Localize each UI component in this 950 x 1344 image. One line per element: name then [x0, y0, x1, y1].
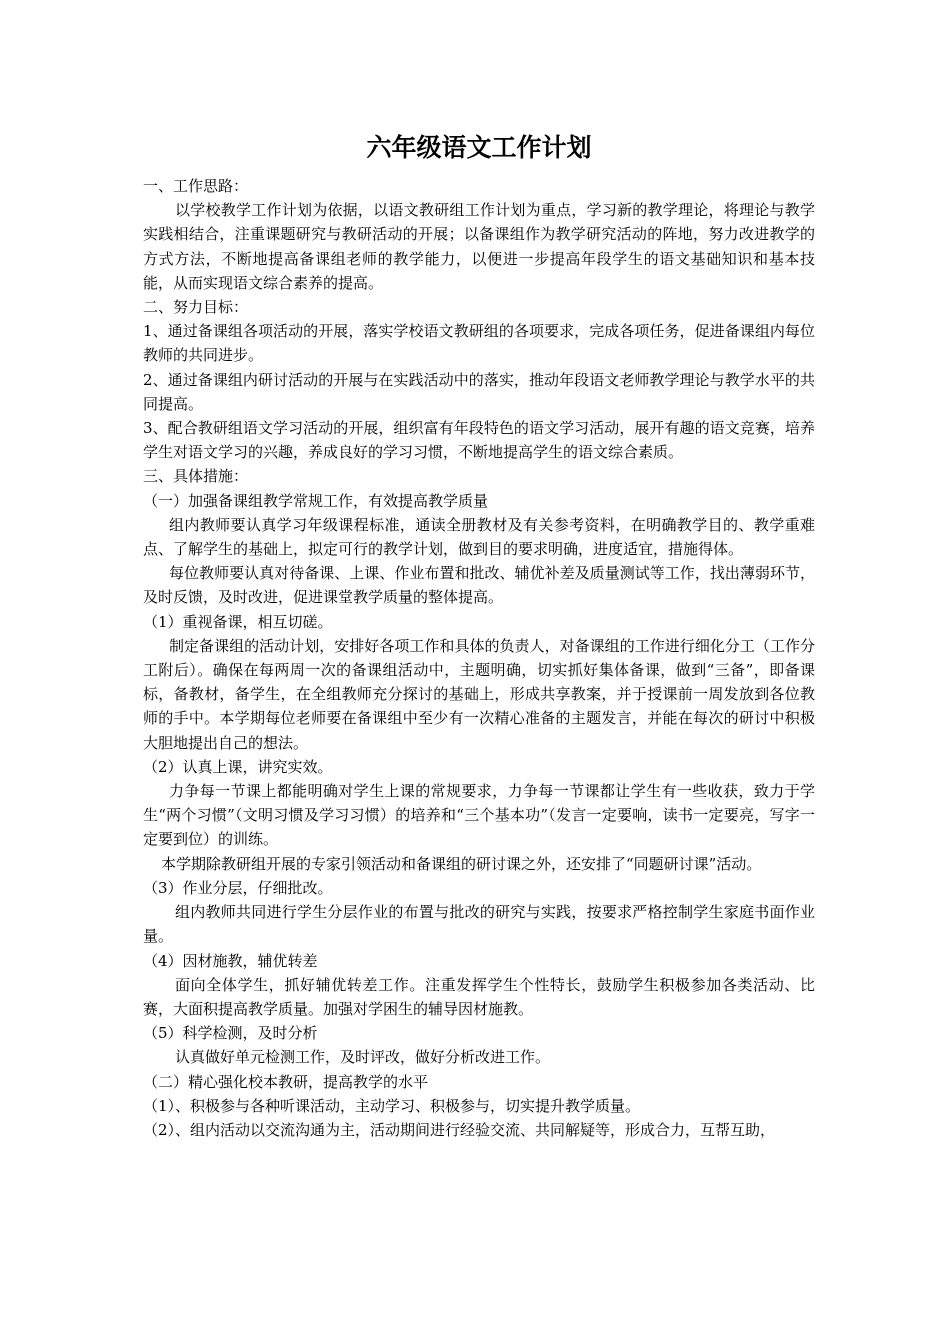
paragraph: （1）、积极参与各种听课活动，主动学习、积极参与，切实提升教学质量。: [143, 1096, 641, 1115]
paragraph: （1）重视备课，相互切磋。: [143, 612, 333, 631]
paragraph: 力争每一节课上都能明确对学生上课的常规要求，力争每一节课都让学生有一些收获，致力于学生“两个习惯”（文明习惯及学习习惯）的培养和“三个基本功”（发言一定要响，读书一定要亮，写字一定要到位）的训练。: [143, 782, 815, 849]
document-body: [143, 174, 815, 1142]
paragraph: 认真做好单元检测工作，及时评改，做好分析改进工作。: [175, 1048, 551, 1067]
paragraph: 1、通过备课组各项活动的开展，落实学校语文教研组的各项要求，完成各项任务，促进备课组内每位教师的共同进步。: [143, 322, 815, 365]
paragraph: （二）精心强化校本教研，提高教学的水平: [143, 1072, 429, 1091]
paragraph: 2、通过备课组内研讨活动的开展与在实践活动中的落实，推动年段语文老师教学理论与教学水平的共同提高。: [143, 370, 815, 413]
paragraph: 二、努力目标：: [143, 298, 249, 317]
paragraph: 以学校教学工作计划为依据，以语文教研组工作计划为重点，学习新的教学理论，将理论与教学实践相结合，注重课题研究与教研活动的开展；以备课组作为教学研究活动的阵地，努力改进教学的方式方法，不断地提高备课组老师的教学能力，以便进一步提高年段学生的语文基础知识和基本技能，从而实现语文综合素养的提高。: [143, 201, 815, 292]
paragraph: 三、具体措施：: [143, 467, 249, 486]
paragraph: 每位教师要认真对待备课、上课、作业布置和批改、辅优补差及质量测试等工作，找出薄弱环节，及时反馈，及时改进，促进课堂教学质量的整体提高。: [143, 564, 815, 607]
paragraph: （2）认真上课，讲究实效。: [143, 757, 333, 776]
paragraph: （5）科学检测，及时分析: [143, 1024, 318, 1043]
document-page: [143, 128, 815, 1142]
paragraph: （一）加强备课组教学常规工作，有效提高教学质量: [143, 491, 489, 510]
paragraph: （2）、组内活动以交流沟通为主，活动期间进行经验交流、共同解疑等，形成合力，互帮互助，: [143, 1120, 776, 1139]
paragraph: 3、配合教研组语文学习活动的开展，组织富有年段特色的语文学习活动，展开有趣的语文竞赛，培养学生对语文学习的兴趣，养成良好的学习习惯，不断地提高学生的语文综合素质。: [143, 419, 815, 462]
paragraph: 面向全体学生，抓好辅优转差工作。注重发挥学生个性特长，鼓励学生积极参加各类活动、比赛，大面积提高教学质量。加强对学困生的辅导因材施教。: [143, 975, 815, 1018]
paragraph: （4）因材施教，辅优转差: [143, 951, 318, 970]
document-title: 六年级语文工作计划: [366, 133, 592, 162]
paragraph: （3）作业分层，仔细批改。: [143, 878, 333, 897]
paragraph: 一、工作思路：: [143, 177, 249, 195]
paragraph: 组内教师共同进行学生分层作业的布置与批改的研究与实践，按要求严格控制学生家庭书面作业量。: [143, 903, 815, 946]
paragraph: 本学期除教研组开展的专家引领活动和备课组的研讨课之外，还安排了“同题研讨课”活动。: [161, 854, 762, 873]
paragraph: 组内教师要认真学习年级课程标准，通读全册教材及有关参考资料，在明确教学目的、教学重难点、了解学生的基础上，拟定可行的教学计划，做到目的要求明确，进度适宜，措施得体。: [143, 515, 815, 559]
paragraph: 制定备课组的活动计划，安排好各项工作和具体的负责人，对备课组的工作进行细化分工（工作分工附后）。确保在每两周一次的备课组活动中，主题明确，切实抓好集体备课，做到“三备”，即备课标，备教材，备学生，在全组教师充分探讨的基础上，形成共享教案，并于授课前一周发放到各位教师的手中。本学期每位老师要在备课组中至少有一次精心准备的主题发言，并能在每次的研讨中积极大胆地提出自己的想法。: [143, 636, 815, 752]
